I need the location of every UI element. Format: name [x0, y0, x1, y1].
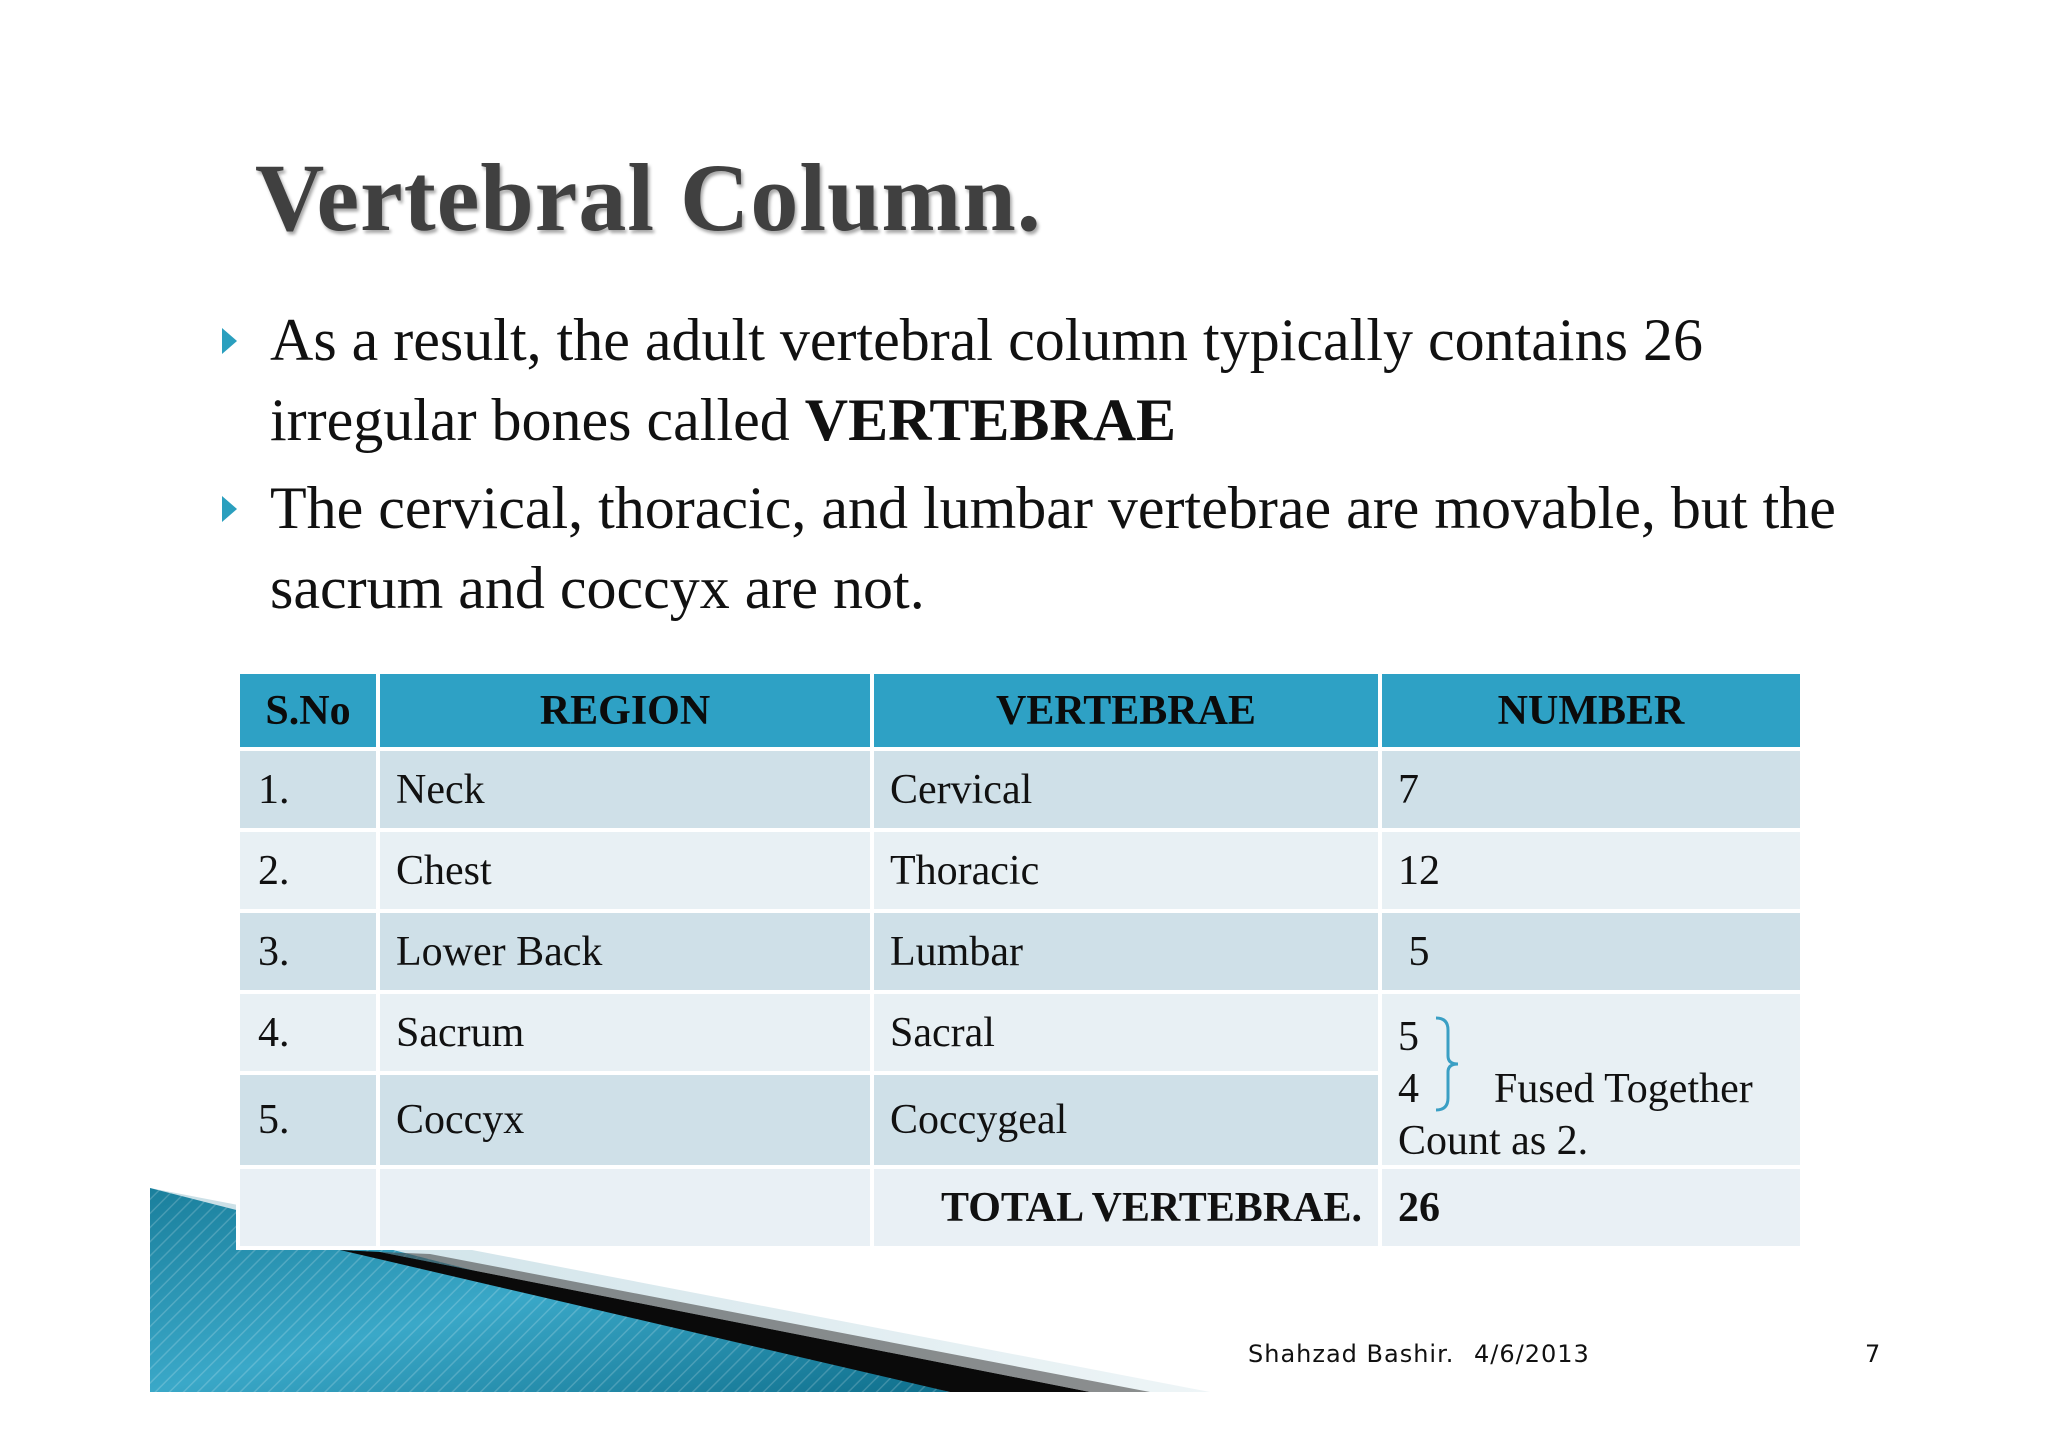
bullet-text: The cervical, thoracic, and lumbar vertebrae are movable, but the sacrum and coccyx are not.	[270, 475, 1836, 621]
triangle-bullet-icon	[222, 496, 237, 522]
cell-number: 12	[1380, 830, 1802, 911]
cell-region: Sacrum	[378, 992, 872, 1073]
fused-note: Fused Together	[1494, 1066, 1753, 1112]
cell-number-fused	[1380, 992, 1802, 1167]
table-total-row	[238, 1167, 1802, 1248]
footer-author: Shahzad Bashir.	[1248, 1340, 1455, 1368]
right-brace-icon	[1432, 1016, 1464, 1112]
header-sno: S.No	[238, 672, 378, 749]
table-row	[238, 749, 1802, 830]
cell-vertebrae: Lumbar	[872, 911, 1380, 992]
sacral-count: 5	[1398, 1014, 1419, 1060]
cell-sno: 5.	[238, 1073, 378, 1167]
table-row	[238, 992, 1802, 1073]
footer-page-number: 7	[1865, 1340, 1882, 1368]
cell-sno: 2.	[238, 830, 378, 911]
table-row	[238, 911, 1802, 992]
header-number: NUMBER	[1380, 672, 1802, 749]
vertebrae-table	[236, 670, 1804, 1250]
footer-date: 4/6/2013	[1474, 1340, 1590, 1368]
cell-vertebrae: Sacral	[872, 992, 1380, 1073]
triangle-bullet-icon	[222, 328, 237, 354]
total-value: 26	[1380, 1167, 1802, 1248]
cell-region: Lower Back	[378, 911, 872, 992]
cell-vertebrae: Cervical	[872, 749, 1380, 830]
bullet-text: As a result, the adult vertebral column typically contains 26 irregular bones called	[270, 307, 1703, 453]
total-label: TOTAL VERTEBRAE.	[872, 1167, 1380, 1248]
bullet-bold-text: VERTEBRAE	[804, 387, 1177, 453]
cell-region: Coccyx	[378, 1073, 872, 1167]
coccygeal-count: 4	[1398, 1066, 1419, 1112]
header-vertebrae: VERTEBRAE	[872, 672, 1380, 749]
cell-number: 5	[1380, 911, 1802, 992]
bullet-list	[210, 300, 1910, 636]
fused-group	[1382, 994, 1800, 1165]
cell-region: Chest	[378, 830, 872, 911]
table-header-row	[238, 672, 1802, 749]
cell-empty	[238, 1167, 378, 1248]
bullet-item	[210, 300, 1910, 460]
cell-sno: 1.	[238, 749, 378, 830]
fused-count-note: Count as 2.	[1398, 1118, 1589, 1164]
cell-sno: 4.	[238, 992, 378, 1073]
cell-vertebrae: Thoracic	[872, 830, 1380, 911]
cell-vertebrae: Coccygeal	[872, 1073, 1380, 1167]
cell-empty	[378, 1167, 872, 1248]
header-region: REGION	[378, 672, 872, 749]
cell-sno: 3.	[238, 911, 378, 992]
cell-region: Neck	[378, 749, 872, 830]
slide-title: Vertebral Column.	[255, 144, 1042, 251]
table-row	[238, 830, 1802, 911]
bullet-item	[210, 468, 1910, 628]
cell-number: 7	[1380, 749, 1802, 830]
